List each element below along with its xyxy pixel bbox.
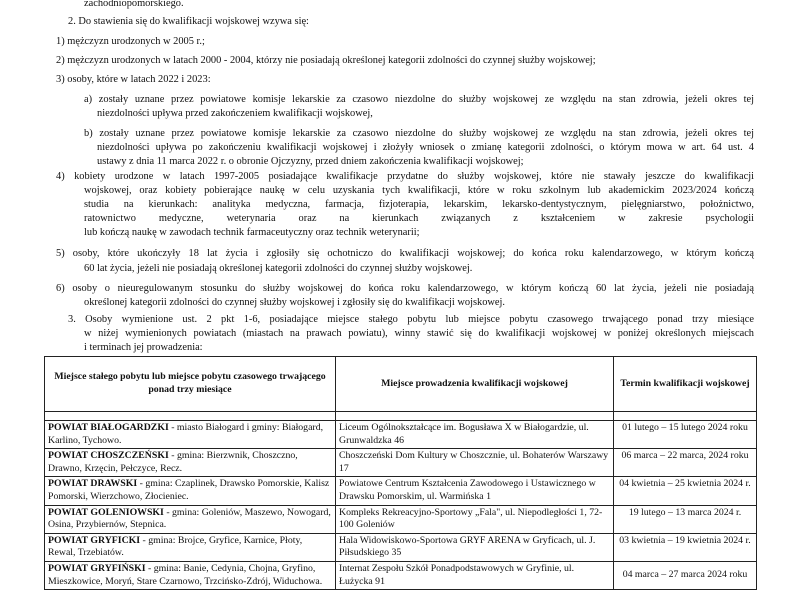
venue-cell: Powiatowe Centrum Kształcenia Zawodowego i Ustawicznego w Drawsku Pomorskim, ul. Warmińska 1	[336, 477, 614, 505]
item-5-line-2: 60 lat życia, jeżeli nie posiadają określonej kategorii zdolności do czynnej służby wojskowej.	[84, 263, 473, 274]
intro-tail: zachodniopomorskiego.	[84, 0, 184, 9]
county-communes: - gmina: Banie, Cedynia, Chojna, Gryfino, Mieszkowice, Moryń, Stare Czarnowo, Trzcińsko-Zdrój, Widuchowa.	[48, 562, 323, 587]
section-3-line-2: w niżej wymienionych powiatach (miastach na prawach powiatu), winny stawić się do kwalifikacji wojskowej w poniżej określonych miejscach	[84, 328, 754, 339]
table-spacer-row	[45, 412, 757, 421]
term-cell: 01 lutego – 15 lutego 2024 roku	[614, 421, 757, 449]
section-2-item-3: 3) osoby, które w latach 2022 i 2023:	[56, 74, 211, 85]
item-4-line-4: ratownictwo medyczne, weterynaria oraz na kierunkach związanych z kształceniem w zakresie psychologii	[84, 213, 754, 224]
term-cell: 06 marca – 22 marca, 2024 roku	[614, 449, 757, 477]
county-name: POWIAT GRYFIŃSKI	[48, 562, 146, 574]
item-4-line-5: lub kończą naukę w zawodach technik farmaceutyczny oraz technik weterynarii;	[84, 227, 420, 238]
item-6-line-2: określonej kategorii zdolności do czynnej służby wojskowej i zgłosiły się do kwalifikacji wojskowej.	[84, 297, 506, 308]
section-3-line-3: i terminach jej prowadzenia:	[84, 342, 203, 353]
county-name: POWIAT BIAŁOGARDZKI	[48, 422, 169, 433]
item-3a-line-1: a) zostały uznane przez powiatowe komisje lekarskie za czasowo niezdolne do służby wojskowej ze względu na stan zdrowia, jeżeli okres tej	[84, 94, 754, 105]
table-header-row	[45, 357, 757, 412]
header-term: Termin kwalifikacji wojskowej	[614, 357, 757, 412]
venue-cell: Internat Zespołu Szkół Ponadpodstawowych w Gryfinie, ul. Łużycka 91	[336, 561, 614, 589]
county-communes: - gmina: Czaplinek, Drawsko Pomorskie, Kalisz Pomorski, Wierzchowo, Złocieniec.	[48, 478, 330, 502]
table-row	[45, 505, 757, 533]
residence-cell	[45, 449, 336, 477]
county-communes: - miasto Białogard i gminy: Białogard, Karlino, Tychowo.	[48, 422, 324, 446]
item-6-line-1: 6) osoby o nieuregulowanym stosunku do służby wojskowej do końca roku kalendarzowego, w którym kończą 60 lat życia, jeżeli nie posiadają	[56, 283, 754, 294]
term-cell: 04 kwietnia – 25 kwietnia 2024 r.	[614, 477, 757, 505]
county-name: POWIAT GOLENIOWSKI	[48, 506, 164, 518]
venue-cell: Choszczeński Dom Kultury w Choszcznie, ul. Bohaterów Warszawy 17	[336, 449, 614, 477]
section-2-item-2: 2) mężczyzn urodzonych w latach 2000 - 2004, którzy nie posiadają określonej kategorii zdolności do czynnej służby wojskowej;	[56, 55, 596, 66]
item-3b-line-1: b) zostały uznane przez powiatowe komisje lekarskie za czasowo niezdolne do służby wojskowej ze względu na stan zdrowia, jeżeli okres tej	[84, 128, 754, 139]
table-row	[45, 477, 757, 505]
venue-cell: Kompleks Rekreacyjno-Sportowy „Fala", ul. Niepodległości 1, 72-100 Goleniów	[336, 505, 614, 533]
residence-cell	[45, 477, 336, 505]
section-2-heading: 2. Do stawienia się do kwalifikacji wojskowej wzywa się:	[68, 16, 309, 27]
county-name: POWIAT GRYFICKI	[48, 534, 141, 546]
table-row	[45, 421, 757, 449]
item-3b-line-3: ustawy z dnia 11 marca 2022 r. o obronie Ojczyzny, przed dniem zakończenia kwalifikacji wojskowej;	[97, 156, 524, 167]
table-row	[45, 449, 757, 477]
qualification-schedule-table	[44, 356, 757, 590]
county-name: POWIAT DRAWSKI	[48, 478, 138, 490]
item-4-line-3: studia na kierunkach: analityka medyczna, farmacja, fizjoterapia, lekarskim, lekarsko-dentystycznym, pielęgniarstwo, położnictwo,	[84, 199, 754, 210]
county-communes: - gmina: Bierzwnik, Choszczno, Drawno, Krzęcin, Pełczyce, Recz.	[48, 450, 298, 474]
venue-cell: Hala Widowiskowo-Sportowa GRYF ARENA w Gryficach, ul. J. Piłsudskiego 35	[336, 533, 614, 561]
item-4-line-1: 4) kobiety urodzone w latach 1997-2005 posiadające kwalifikacje przydatne do służby wojskowej, które nie stawały jeszcze do kwalifikacji	[56, 171, 754, 182]
term-cell: 04 marca – 27 marca 2024 roku	[614, 561, 757, 589]
residence-cell	[45, 421, 336, 449]
residence-cell	[45, 505, 336, 533]
term-cell: 03 kwietnia – 19 kwietnia 2024 r.	[614, 533, 757, 561]
section-2-item-1: 1) mężczyzn urodzonych w 2005 r.;	[56, 36, 205, 47]
county-communes: - gmina: Brojce, Gryfice, Karnice, Płoty, Rewal, Trzebiatów.	[48, 534, 303, 559]
item-4-line-2: wojskowej, oraz kobiety pobierające naukę w celu uzyskania tych kwalifikacji, które w roku szkolnym lub akademickim 2023/2024 kończą	[84, 185, 754, 196]
venue-cell: Liceum Ogólnokształcące im. Bogusława X w Białogardzie, ul. Grunwaldzka 46	[336, 421, 614, 449]
county-communes: - gmina: Goleniów, Maszewo, Nowogard, Osina, Przybiernów, Stepnica.	[48, 506, 331, 531]
section-3-line-1: 3. Osoby wymienione ust. 2 pkt 1-6, posiadające miejsce stałego pobytu lub miejsce pobytu czasowego trwającego ponad trzy miesiące	[68, 314, 754, 325]
header-venue: Miejsce prowadzenia kwalifikacji wojskowej	[336, 357, 614, 412]
table-row	[45, 533, 757, 561]
residence-cell	[45, 561, 336, 589]
item-3b-line-2: niezdolności upływa po zakończeniu kwalifikacji wojskowej i złożyły wniosek o zmianę kategorii zdolności, o którym mowa w art. 64 ust. 4	[97, 142, 754, 153]
residence-cell	[45, 533, 336, 561]
county-name: POWIAT CHOSZCZEŃSKI	[48, 450, 169, 462]
table-row	[45, 561, 757, 589]
item-3a-line-2: niezdolności upływa przed zakończeniem kwalifikacji wojskowej,	[97, 108, 373, 119]
term-cell: 19 lutego – 13 marca 2024 r.	[614, 505, 757, 533]
header-residence: Miejsce stałego pobytu lub miejsce pobytu czasowego trwającego ponad trzy miesiące	[45, 357, 336, 412]
item-5-line-1: 5) osoby, które ukończyły 18 lat życia i zgłosiły się ochotniczo do kwalifikacji wojskowej; do końca roku kalendarzowego, w którym kończą	[56, 248, 754, 259]
